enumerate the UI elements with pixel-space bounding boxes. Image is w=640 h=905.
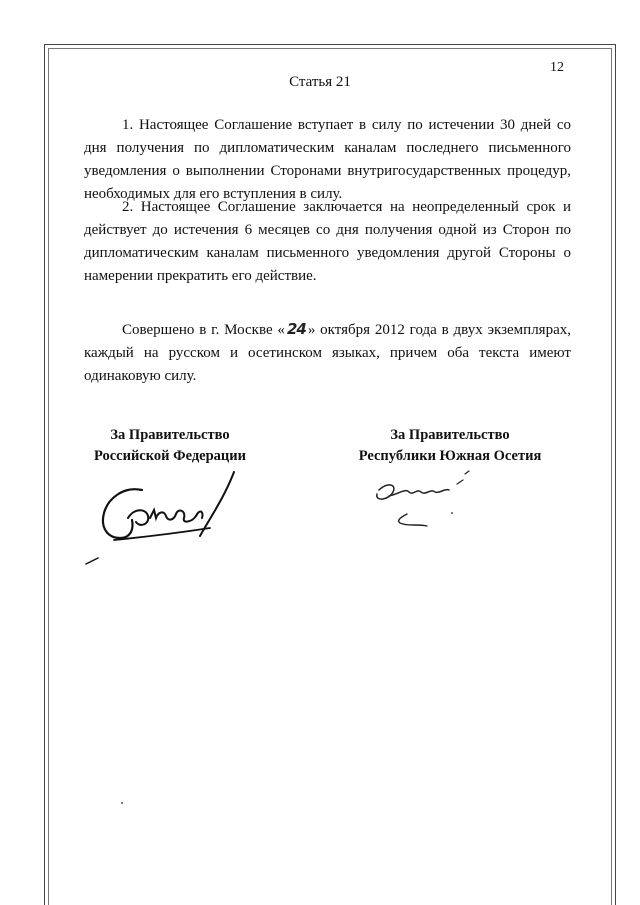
signatory-south-ossetia-line1: За Правительство	[390, 427, 510, 443]
paragraph-2: 2. Настоящее Соглашение заключается на неопределенный срок и действует до истечения 6 месяцев со дня получения одной из Сторон по дипломатическим каналам письменного уведомления другой Стороны о намерении прекратить его действие.	[84, 199, 571, 284]
ink-speck	[121, 802, 123, 804]
closing-paragraph	[84, 318, 571, 388]
article-title: Статья 21	[289, 74, 351, 90]
signatory-south-ossetia-line2: Республики Южная Осетия	[358, 448, 542, 464]
signatory-russia-line1: За Правительство	[110, 427, 230, 443]
closing-after-date: » октября 2012 года в двух экземплярах, каждый на русском и осетинском языках, причем оба текста имеют одинаковую силу.	[84, 322, 571, 384]
paragraph-1: 1. Настоящее Соглашение вступает в силу по истечении 30 дней со дня получения по дипломатическим каналам последнего письменного уведомления о выполнении Сторонами внутригосударственных процедур, необходимых для его вступления в силу.	[84, 117, 571, 202]
page-number: 12	[550, 60, 564, 75]
handwritten-signature-left	[84, 458, 254, 568]
closing-before-date: Совершено в г. Москве «	[122, 322, 285, 338]
handwritten-date-day: 24	[286, 320, 306, 338]
handwritten-signature-right	[365, 460, 485, 535]
ink-speck	[451, 512, 453, 514]
signatory-russia-line2: Российской Федерации	[93, 448, 246, 464]
